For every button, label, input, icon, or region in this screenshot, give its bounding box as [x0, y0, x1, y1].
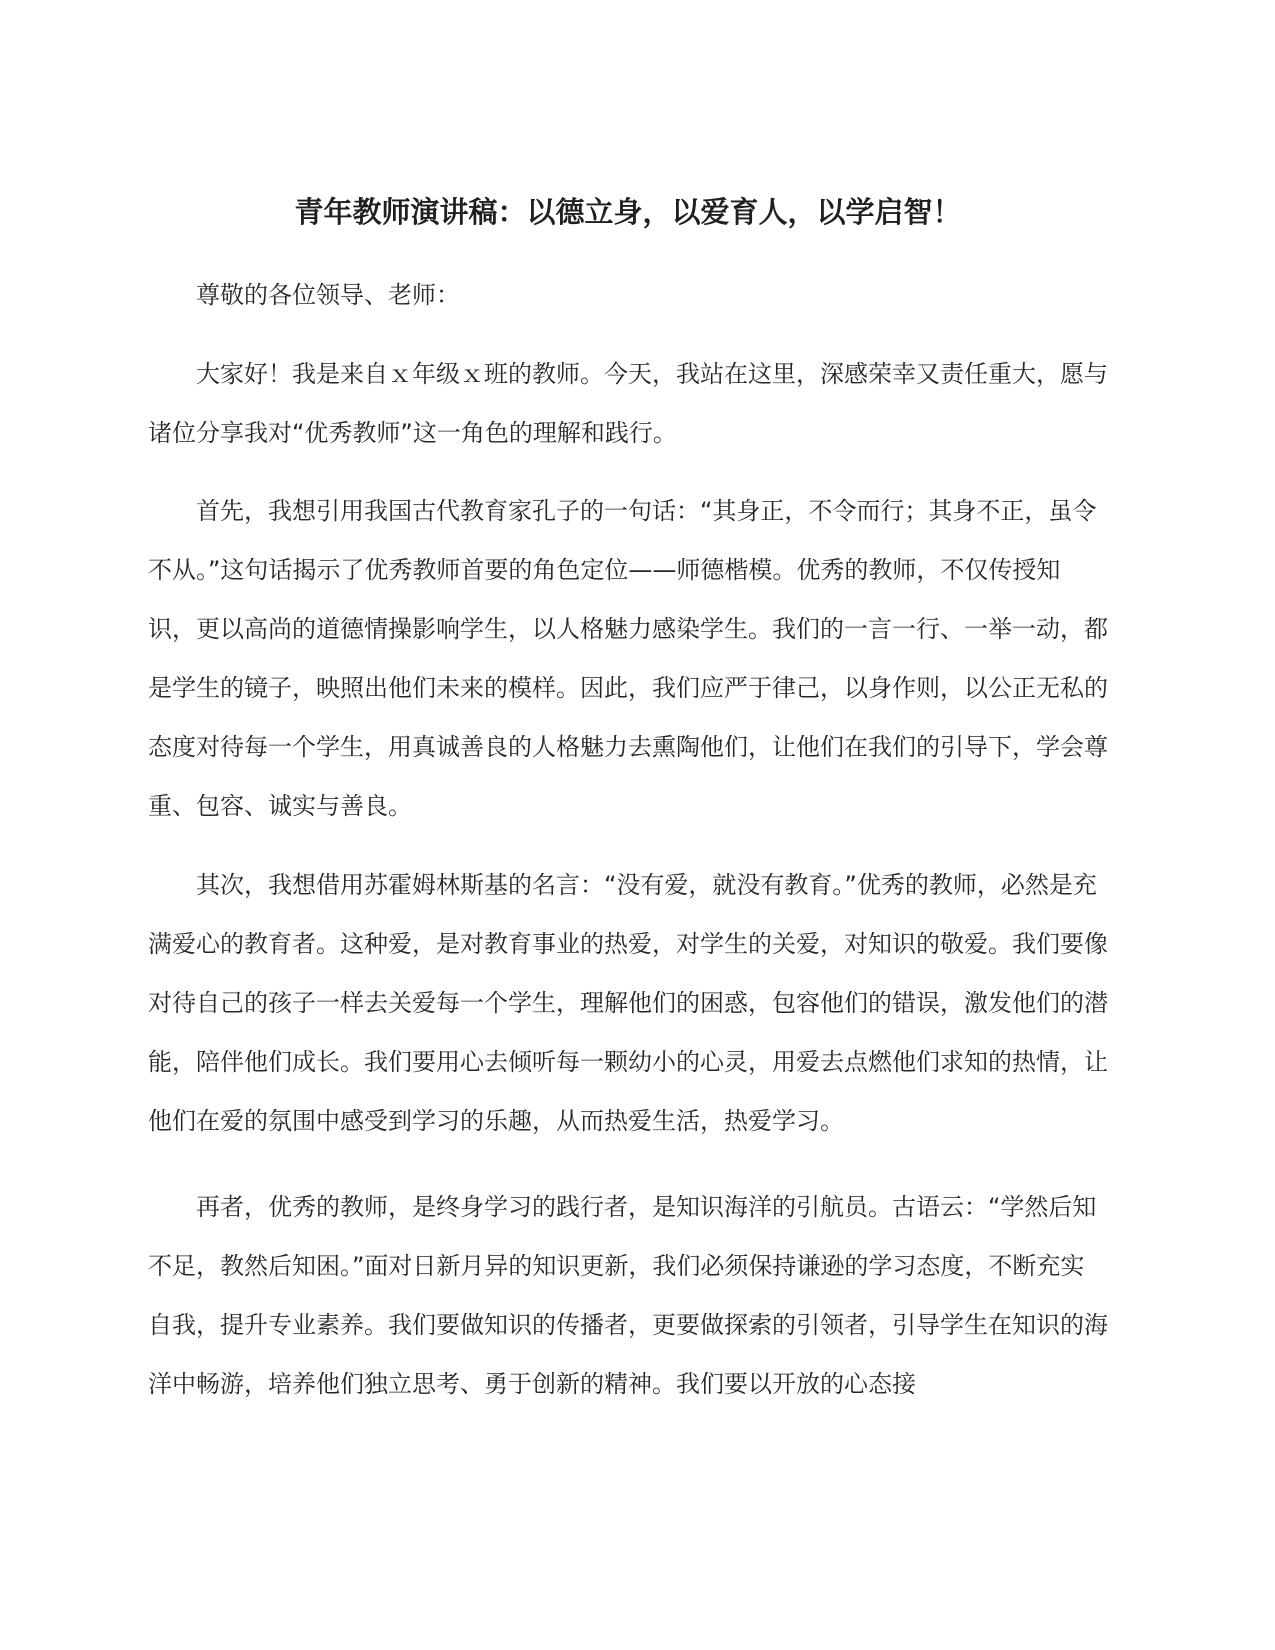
- paragraph-learning: 再者，优秀的教师，是终身学习的践行者，是知识海洋的引航员。古语云：“学然后知不足，教然后知困。”面对日新月异的知识更新，我们必须保持谦逊的学习态度，不断充实自我，提升专业素养。我们要做知识的传播者，更要做探索的引领者，引导学生在知识的海洋中畅游，培养他们独立思考、勇于创新的精神。我们要以开放的心态接: [148, 1193, 1108, 1398]
- paragraph-love: 其次，我想借用苏霍姆林斯基的名言：“没有爱，就没有教育。”优秀的教师，必然是充满爱心的教育者。这种爱，是对教育事业的热爱，对学生的关爱，对知识的敬爱。我们要像对待自己的孩子一样去关爱每一个学生，理解他们的困惑，包容他们的错误，激发他们的潜能，陪伴他们成长。我们要用心去倾听每一颗幼小的心灵，用爱去点燃他们求知的热情，让他们在爱的氛围中感受到学习的乐趣，从而热爱生活，热爱学习。: [148, 871, 1108, 1135]
- paragraph-salutation: 尊敬的各位领导、老师：: [196, 281, 460, 309]
- document-title: 青年教师演讲稿：以德立身，以爱育人，以学启智！: [294, 195, 962, 229]
- paragraph-virtue: 首先，我想引用我国古代教育家孔子的一句话：“其身正，不令而行；其身不正，虽令不从。”这句话揭示了优秀教师首要的角色定位——师德楷模。优秀的教师，不仅传授知识，更以高尚的道德情操影响学生，以人格魅力感染学生。我们的一言一行、一举一动，都是学生的镜子，映照出他们未来的模样。因此，我们应严于律己，以身作则，以公正无私的态度对待每一个学生，用真诚善良的人格魅力去熏陶他们，让他们在我们的引导下，学会尊重、包容、诚实与善良。: [148, 497, 1108, 820]
- paragraph-greeting: 大家好！我是来自ｘ年级ｘ班的教师。今天，我站在这里，深感荣幸又责任重大，愿与诸位分享我对“优秀教师”这一角色的理解和践行。: [148, 360, 1108, 447]
